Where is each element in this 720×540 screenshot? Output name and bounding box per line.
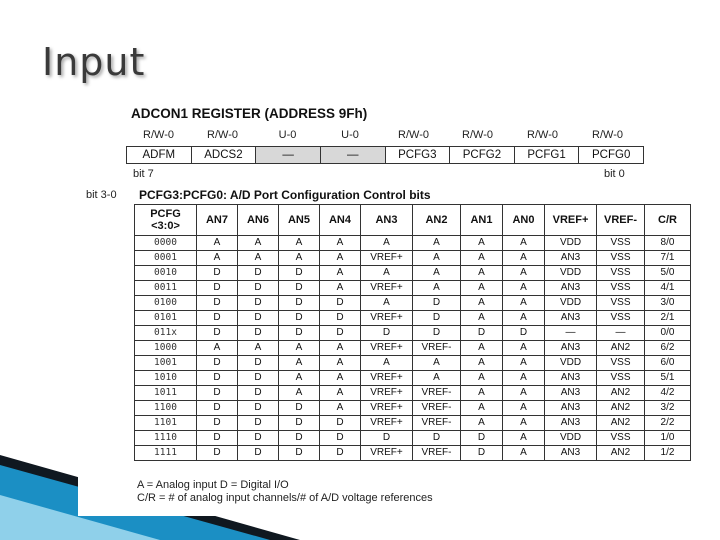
table-cell: D (279, 401, 320, 416)
table-cell: D (197, 266, 238, 281)
table-cell: 3/2 (645, 401, 691, 416)
table-cell: VSS (597, 296, 645, 311)
table-cell: A (197, 236, 238, 251)
register-bit-cell: ADFM (127, 147, 192, 163)
table-cell: A (503, 356, 545, 371)
table-cell: D (197, 356, 238, 371)
table-cell: A (413, 251, 461, 266)
table-cell: D (320, 446, 361, 461)
table-cell: A (461, 236, 503, 251)
register-bit-cell: PCFG0 (592, 149, 631, 161)
table-cell: VSS (597, 266, 645, 281)
table-cell: 1/2 (645, 446, 691, 461)
table-row (135, 401, 691, 416)
table-cell: VREF- (413, 386, 461, 401)
table-cell: VSS (597, 431, 645, 446)
table-cell: D (320, 431, 361, 446)
table-cell: A (503, 341, 545, 356)
bit-access-label: R/W-0 (398, 129, 429, 141)
bit-low-label: bit 0 (604, 168, 625, 180)
table-cell: VDD (545, 236, 597, 251)
table-cell: A (503, 236, 545, 251)
table-cell: D (279, 326, 320, 341)
table-cell: A (461, 296, 503, 311)
table-cell: VREF- (413, 446, 461, 461)
register-title: ADCON1 REGISTER (ADDRESS 9Fh) (131, 106, 368, 121)
table-cell: 1101 (135, 416, 197, 431)
table-cell: A (320, 401, 361, 416)
table-cell: 8/0 (645, 236, 691, 251)
table-cell: D (413, 296, 461, 311)
table-header-cell: VREF+ (545, 205, 597, 236)
table-cell: VDD (545, 266, 597, 281)
table-cell: D (279, 266, 320, 281)
table-cell: A (279, 341, 320, 356)
table-header-cell: AN1 (461, 205, 503, 236)
table-cell: D (413, 326, 461, 341)
table-cell: 1111 (135, 446, 197, 461)
table-cell: VREF+ (361, 371, 413, 386)
table-cell: VSS (597, 371, 645, 386)
table-cell: A (413, 356, 461, 371)
table-body (135, 236, 691, 461)
table-header-cell: AN2 (413, 205, 461, 236)
table-cell: A (238, 236, 279, 251)
table-cell: 4/1 (645, 281, 691, 296)
table-header-cell: VREF- (597, 205, 645, 236)
table-cell: 0010 (135, 266, 197, 281)
table-cell: A (461, 266, 503, 281)
description-bit-range: bit 3-0 (86, 189, 117, 201)
table-cell: D (197, 386, 238, 401)
table-cell: 1/0 (645, 431, 691, 446)
table-cell: D (238, 311, 279, 326)
table-row (135, 341, 691, 356)
table-cell: AN2 (597, 341, 645, 356)
table-cell: A (197, 251, 238, 266)
table-cell: A (461, 356, 503, 371)
table-cell: A (503, 446, 545, 461)
table-cell: AN3 (545, 401, 597, 416)
table-cell: A (503, 251, 545, 266)
table-cell: VSS (597, 356, 645, 371)
table-header-cell: AN3 (361, 205, 413, 236)
table-cell: A (361, 266, 413, 281)
table-cell: A (413, 281, 461, 296)
table-row (135, 431, 691, 446)
bit-access-label: R/W-0 (592, 129, 623, 141)
table-cell: AN2 (597, 446, 645, 461)
table-cell: D (238, 431, 279, 446)
table-cell: D (503, 326, 545, 341)
table-row (135, 251, 691, 266)
table-cell: D (238, 281, 279, 296)
table-cell: 0000 (135, 236, 197, 251)
bit-access-label: R/W-0 (207, 129, 238, 141)
table-cell: D (197, 446, 238, 461)
table-row (135, 281, 691, 296)
table-cell: 5/0 (645, 266, 691, 281)
table-cell: 6/2 (645, 341, 691, 356)
table-cell: VREF+ (361, 251, 413, 266)
table-cell: D (238, 401, 279, 416)
table-cell: D (197, 311, 238, 326)
table-cell: A (503, 371, 545, 386)
table-row (135, 296, 691, 311)
table-cell: D (238, 386, 279, 401)
table-cell: A (503, 266, 545, 281)
table-cell: — (597, 326, 645, 341)
table-cell: D (197, 371, 238, 386)
table-cell: D (361, 431, 413, 446)
table-cell: D (413, 311, 461, 326)
table-cell: VDD (545, 356, 597, 371)
table-cell: A (279, 236, 320, 251)
bit-access-label: R/W-0 (462, 129, 493, 141)
table-cell: D (461, 431, 503, 446)
table-header-cell: PCFG <3:0> (135, 205, 197, 236)
table-cell: D (279, 431, 320, 446)
table-row (135, 326, 691, 341)
table-cell: AN3 (545, 341, 597, 356)
table-cell: VSS (597, 251, 645, 266)
table-row (135, 446, 691, 461)
table-cell: AN2 (597, 416, 645, 431)
table-header-cell: AN4 (320, 205, 361, 236)
table-cell: A (461, 401, 503, 416)
table-cell: A (361, 356, 413, 371)
table-cell: A (320, 266, 361, 281)
table-cell: A (279, 386, 320, 401)
table-cell: VSS (597, 236, 645, 251)
legend-line-2: C/R = # of analog input channels/# of A/D voltage references (137, 492, 433, 504)
table-cell: D (279, 311, 320, 326)
legend-line-1: A = Analog input D = Digital I/O (137, 479, 289, 491)
table-cell: VREF- (413, 416, 461, 431)
table-cell: VDD (545, 296, 597, 311)
table-cell: D (238, 266, 279, 281)
table-cell: D (461, 326, 503, 341)
table-header-cell: AN7 (197, 205, 238, 236)
table-cell: VREF+ (361, 341, 413, 356)
table-cell: D (238, 371, 279, 386)
table-cell: VREF+ (361, 281, 413, 296)
table-cell: VREF+ (361, 446, 413, 461)
register-bit-cell: PCFG1 (515, 147, 580, 163)
table-cell: 5/1 (645, 371, 691, 386)
bit-high-label: bit 7 (133, 168, 154, 180)
table-cell: D (238, 356, 279, 371)
table-cell: 3/0 (645, 296, 691, 311)
table-cell: A (461, 371, 503, 386)
table-cell: A (238, 251, 279, 266)
table-cell: 1010 (135, 371, 197, 386)
register-bit-cell: PCFG2 (450, 147, 515, 163)
table-cell: VREF- (413, 401, 461, 416)
table-cell: A (503, 311, 545, 326)
table-cell: A (503, 296, 545, 311)
table-cell: A (461, 416, 503, 431)
table-cell: A (320, 386, 361, 401)
table-header-row (135, 205, 691, 236)
table-cell: 1110 (135, 431, 197, 446)
table-cell: D (461, 446, 503, 461)
table-cell: D (279, 281, 320, 296)
table-cell: D (361, 326, 413, 341)
table-cell: A (413, 371, 461, 386)
table-row (135, 416, 691, 431)
table-cell: D (320, 296, 361, 311)
register-bit-cell: ADCS2 (192, 147, 257, 163)
table-cell: A (320, 341, 361, 356)
table-cell: — (545, 326, 597, 341)
table-cell: A (279, 371, 320, 386)
table-row (135, 236, 691, 251)
table-cell: A (320, 251, 361, 266)
table-cell: A (413, 266, 461, 281)
bit-access-label: R/W-0 (527, 129, 558, 141)
table-cell: 0101 (135, 311, 197, 326)
bit-access-label: R/W-0 (143, 129, 174, 141)
table-cell: AN2 (597, 386, 645, 401)
table-cell: D (197, 416, 238, 431)
table-cell: VSS (597, 311, 645, 326)
table-cell: VREF+ (361, 386, 413, 401)
table-cell: VREF- (413, 341, 461, 356)
table-cell: A (320, 356, 361, 371)
description-text: PCFG3:PCFG0: A/D Port Configuration Control bits (139, 188, 431, 202)
table-cell: D (197, 401, 238, 416)
table-cell: 1100 (135, 401, 197, 416)
table-row (135, 371, 691, 386)
table-header-cell: AN0 (503, 205, 545, 236)
register-bit-cell: PCFG3 (386, 147, 451, 163)
table-header-cell: AN6 (238, 205, 279, 236)
table-cell: D (238, 416, 279, 431)
table-cell: D (279, 416, 320, 431)
table-cell: A (503, 281, 545, 296)
table-cell: AN2 (597, 401, 645, 416)
table-cell: D (413, 431, 461, 446)
table-cell: 1000 (135, 341, 197, 356)
table-cell: VDD (545, 431, 597, 446)
table-cell: VREF+ (361, 416, 413, 431)
table-row (135, 266, 691, 281)
table-cell: A (320, 371, 361, 386)
table-cell: 4/2 (645, 386, 691, 401)
table-header-cell: AN5 (279, 205, 320, 236)
table-cell: 1011 (135, 386, 197, 401)
register-bits-row (126, 146, 644, 164)
table-cell: A (320, 281, 361, 296)
pcfg-config-table (134, 204, 691, 461)
table-cell: A (361, 296, 413, 311)
table-row (135, 356, 691, 371)
table-cell: A (461, 386, 503, 401)
table-cell: A (461, 341, 503, 356)
table-cell: VREF+ (361, 311, 413, 326)
table-cell: A (503, 386, 545, 401)
table-cell: 0001 (135, 251, 197, 266)
table-cell: AN3 (545, 446, 597, 461)
table-cell: A (320, 236, 361, 251)
table-cell: 0011 (135, 281, 197, 296)
table-cell: AN3 (545, 281, 597, 296)
table-row (135, 386, 691, 401)
table-cell: VREF+ (361, 401, 413, 416)
table-cell: D (279, 296, 320, 311)
bit-access-label: U-0 (341, 129, 359, 141)
table-cell: D (320, 311, 361, 326)
table-cell: 011x (135, 326, 197, 341)
table-cell: D (197, 326, 238, 341)
table-cell: VSS (597, 281, 645, 296)
table-cell: D (238, 296, 279, 311)
table-cell: AN3 (545, 311, 597, 326)
table-cell: A (503, 401, 545, 416)
table-header-cell: C/R (645, 205, 691, 236)
table-cell: 1001 (135, 356, 197, 371)
table-cell: 2/1 (645, 311, 691, 326)
table-cell: 2/2 (645, 416, 691, 431)
table-cell: A (361, 236, 413, 251)
table-cell: A (279, 356, 320, 371)
table-cell: A (197, 341, 238, 356)
table-cell: A (238, 341, 279, 356)
table-cell: A (503, 416, 545, 431)
table-cell: A (279, 251, 320, 266)
table-cell: A (413, 236, 461, 251)
table-cell: D (197, 431, 238, 446)
bit-access-label: U-0 (278, 129, 297, 141)
table-row (135, 311, 691, 326)
table-cell: D (238, 326, 279, 341)
table-cell: AN3 (545, 416, 597, 431)
table-cell: AN3 (545, 371, 597, 386)
table-cell: A (503, 431, 545, 446)
slide-title: Input (42, 40, 146, 84)
table-cell: AN3 (545, 251, 597, 266)
table-cell: D (238, 446, 279, 461)
register-bit-cell: — (256, 147, 321, 163)
table-cell: D (279, 446, 320, 461)
table-cell: A (461, 311, 503, 326)
table-cell: 7/1 (645, 251, 691, 266)
table-cell: D (197, 281, 238, 296)
register-bit-cell: — (321, 147, 386, 163)
table-cell: 0100 (135, 296, 197, 311)
table-cell: AN3 (545, 386, 597, 401)
table-cell: D (197, 296, 238, 311)
table-cell: A (461, 251, 503, 266)
table-cell: D (320, 326, 361, 341)
table-cell: 6/0 (645, 356, 691, 371)
table-cell: A (461, 281, 503, 296)
table-cell: 0/0 (645, 326, 691, 341)
table-cell: D (320, 416, 361, 431)
